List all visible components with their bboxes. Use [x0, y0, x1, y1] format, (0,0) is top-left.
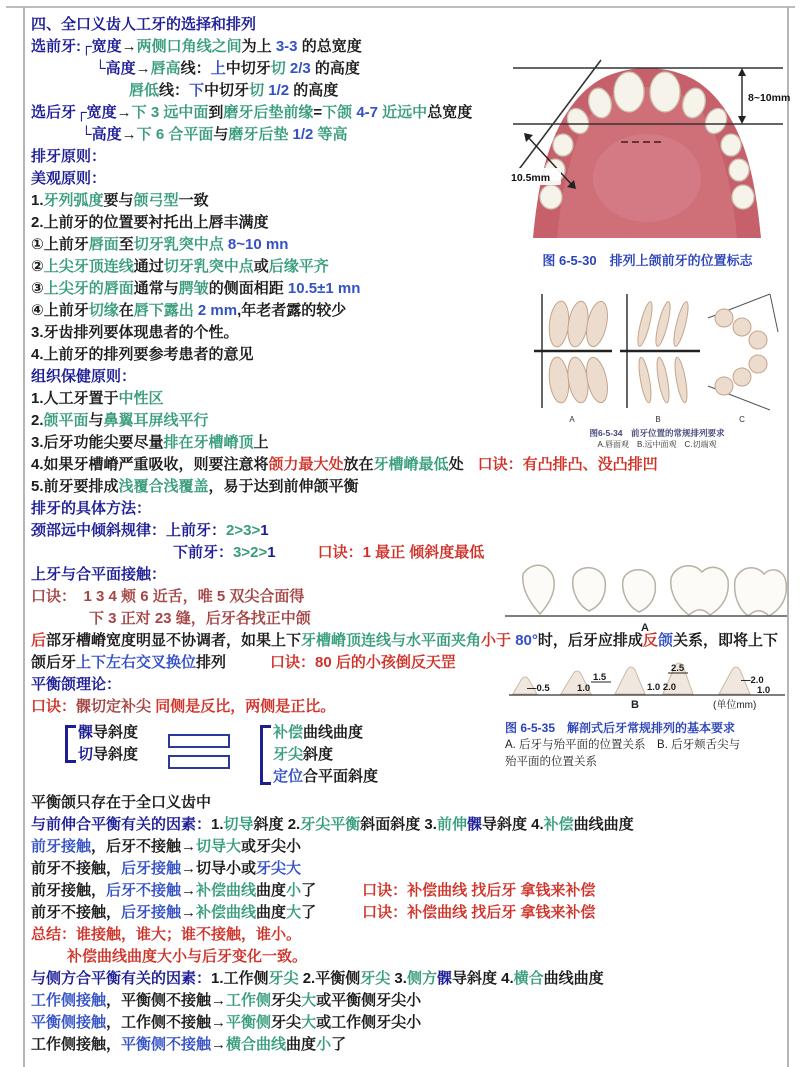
text-segment: 4.上前牙的排列要参考患者的意见 — [31, 346, 254, 363]
text-segment: 10.5±1 mn — [287, 280, 361, 297]
text-segment: 2.上前牙的位置要衬托出上唇丰满度 — [31, 214, 269, 231]
text-segment: 中切牙 — [204, 82, 250, 99]
text-segment: 的总宽度 — [297, 38, 362, 55]
text-segment: 的侧面相距 — [208, 280, 288, 297]
text-segment: 3. — [390, 970, 407, 987]
text-segment: →切导小或 — [181, 860, 257, 877]
text-segment: 平衡颌只存在于全口义齿中 — [31, 794, 212, 811]
posterior-teeth-illustration — [493, 556, 793, 634]
panel-label-a: A — [641, 622, 649, 634]
text-segment: 前牙接触， — [31, 882, 107, 899]
text-segment: 2/3 — [285, 60, 315, 77]
text-segment: 前牙不接触， — [31, 904, 122, 921]
equals-bar-bottom — [168, 755, 230, 769]
text-segment: 曲线曲度 — [303, 724, 364, 741]
text-segment: 后缘平齐 — [268, 258, 329, 275]
text-segment: 补偿曲线 — [196, 904, 257, 921]
text-segment: 牙槽嵴最低 — [373, 456, 449, 473]
text-segment: 1/2 — [292, 126, 314, 143]
text-segment: 1 — [260, 522, 269, 539]
notes-block-b — [31, 792, 783, 1056]
text-segment: 口诀： 1 3 4 颊 6 近舌，唯 5 双尖合面得 — [31, 588, 305, 605]
text-segment: ,年老者露的较少 — [237, 302, 347, 319]
text-segment: 前牙不接触， — [31, 860, 122, 877]
text-segment: 4.如果牙槽嵴严重吸收，则要注意将 — [31, 456, 269, 473]
cusp-value: 1.0 — [577, 683, 591, 694]
text-segment: 切 — [78, 746, 94, 763]
text-segment: 与 — [88, 412, 104, 429]
text-segment: 切导大 — [196, 838, 242, 855]
text-line — [31, 792, 783, 814]
text-segment: 排在牙槽嵴顶 — [163, 434, 254, 451]
text-line — [31, 902, 783, 924]
panel-label-a: A — [569, 415, 575, 424]
text-segment: → — [121, 126, 137, 143]
text-segment: ② — [31, 258, 44, 275]
text-segment: 腭皱 — [178, 280, 209, 297]
text-segment: 前牙接触 — [31, 838, 92, 855]
text-segment: 唇下露出 — [133, 302, 198, 319]
text-segment: 宽度 — [86, 104, 117, 121]
text-segment: └ — [81, 126, 92, 143]
figure-caption-6-5-34: 图6-5-34 前牙位置的常规排列要求 — [589, 428, 725, 438]
text-segment: 美观原则： — [31, 170, 107, 187]
text-segment: 2. — [31, 412, 44, 429]
text-line — [31, 36, 783, 58]
cusp-value: 1.0 2.0 — [647, 682, 677, 693]
text-segment: 下 — [189, 82, 205, 99]
text-segment: 牙尖平衡 — [300, 816, 361, 833]
text-segment: 80° — [515, 632, 538, 649]
text-segment: 3.后牙功能尖要尽量 — [31, 434, 164, 451]
text-segment: 了 — [301, 882, 317, 899]
text-segment: 切导 — [223, 816, 254, 833]
text-segment: → — [121, 38, 137, 55]
panel-label-c: C — [739, 415, 745, 424]
text-segment: 口诀：80 后的小孩倒反天罡 — [270, 654, 456, 671]
text-segment: 定位 — [273, 768, 304, 785]
text-segment: 排牙原则： — [31, 148, 107, 165]
text-segment: 放在 — [343, 456, 374, 473]
text-segment: 上 — [210, 60, 226, 77]
figure-posterior-teeth-row — [493, 556, 793, 639]
text-segment: 牙槽嵴顶连线与水平面夹角 — [301, 632, 482, 649]
text-segment: 唇低 — [129, 82, 160, 99]
text-segment: 补偿 — [273, 724, 304, 741]
text-segment: 高度 — [105, 60, 136, 77]
text-segment: 排牙的具体方法： — [31, 500, 152, 517]
text-segment: 1. — [31, 192, 44, 209]
text-segment: 颌弓型 — [133, 192, 179, 209]
text-segment: 或工作侧牙尖小 — [316, 1014, 422, 1031]
text-segment: → — [116, 104, 132, 121]
text-segment: 大 — [301, 992, 317, 1009]
text-segment: 平衡侧不接触 — [121, 1036, 212, 1053]
text-segment: 到 — [208, 104, 224, 121]
text-segment: 部牙槽嵴宽度明显不协调者，如果上下 — [46, 632, 302, 649]
text-segment: 补偿曲线 — [196, 882, 257, 899]
text-segment: 斜度 — [303, 746, 334, 763]
palate-illustration — [505, 56, 790, 240]
text-segment: ，工作侧不接触→ — [106, 1014, 227, 1031]
text-segment: 髁 — [78, 724, 94, 741]
text-segment: ①上前牙 — [31, 236, 89, 253]
text-segment: 通常与 — [133, 280, 179, 297]
text-segment: 上 — [253, 434, 269, 451]
text-segment: 了 — [301, 904, 317, 921]
text-segment: 1.人工牙置于 — [31, 390, 119, 407]
text-segment: 导斜度 — [93, 746, 139, 763]
figure-caption-6-5-30: 图 6-5-30 排列上颌前牙的位置标志 — [542, 253, 753, 268]
text-segment: 后牙不接触 — [106, 882, 182, 899]
text-segment: 1/2 — [264, 82, 294, 99]
text-line — [273, 766, 378, 788]
text-segment: 曲度 — [256, 904, 287, 921]
text-segment: 1 — [267, 544, 276, 561]
text-segment: 排列 — [196, 654, 227, 671]
text-segment: 磨牙后垫 — [228, 126, 293, 143]
text-segment: ④上前牙 — [31, 302, 89, 319]
text-line — [273, 744, 378, 766]
text-segment: 1.工作侧 — [211, 970, 269, 987]
text-segment: 曲线曲度 — [573, 816, 634, 833]
text-segment: 颌 — [657, 632, 673, 649]
cusp-value: 2.5 — [671, 663, 685, 674]
figure-6-5-30 — [505, 56, 790, 269]
text-segment: → — [181, 904, 197, 921]
figure-caption-6-5-35: 图 6-5-35 解剖式后牙常规排列的基本要求 — [505, 721, 736, 735]
text-segment: 处 — [448, 456, 464, 473]
anterior-arrangement-illustration — [532, 288, 782, 450]
text-segment: 横合曲线 — [226, 1036, 287, 1053]
text-segment: 大 — [301, 1014, 317, 1031]
text-segment: 了 — [331, 1036, 347, 1053]
text-segment: 髁切定补尖 — [76, 698, 152, 715]
text-segment: ，后牙不接触→ — [91, 838, 197, 855]
cusp-value: 1.5 — [593, 672, 607, 683]
text-segment: 后牙接触 — [121, 904, 182, 921]
text-segment: 4-7 — [356, 104, 379, 121]
text-line — [31, 814, 783, 836]
text-segment: 口诀： — [31, 698, 77, 715]
text-segment: 牙列弧度 — [43, 192, 104, 209]
text-segment: 关系，即将上下颌后牙 — [31, 632, 778, 671]
text-segment: 高度 — [91, 126, 122, 143]
text-segment: 的高度 — [314, 60, 360, 77]
text-segment: 口诀：补偿曲线 找后牙 拿钱来补偿 — [362, 904, 596, 921]
dimension-label-10-5mm: 10.5mm — [511, 172, 551, 184]
text-segment: 切牙乳突中点 — [163, 258, 254, 275]
text-segment: 与前伸合平衡有关的因素： — [31, 816, 212, 833]
text-segment: 在 — [118, 302, 134, 319]
equals-symbol — [168, 734, 230, 769]
text-segment: 口诀：1 最正 倾斜度最低 — [317, 544, 485, 561]
text-segment: 2 mm — [197, 302, 238, 319]
text-segment: 同侧是反比，两侧是正比。 — [151, 698, 336, 715]
text-segment: 牙尖 — [268, 970, 299, 987]
text-segment: 曲度 — [286, 1036, 317, 1053]
diagram-right-bracket — [260, 722, 378, 788]
text-segment: └ — [95, 60, 106, 77]
section-title — [31, 14, 783, 36]
text-segment: 中切牙 — [225, 60, 271, 77]
figure-subcaption-line2: 殆平面的位置关系 — [505, 756, 597, 768]
text-segment: 浅覆合浅覆盖 — [118, 478, 209, 495]
text-segment: 小 — [286, 882, 302, 899]
text-line — [31, 990, 783, 1012]
text-segment: 小于 — [481, 632, 516, 649]
text-segment: 组织保健原则： — [31, 368, 137, 385]
text-segment: 总宽度 — [427, 104, 473, 121]
text-segment: 髁 — [436, 970, 452, 987]
text-segment: 导斜度 4. — [451, 970, 514, 987]
text-segment: 上牙与合平面接触： — [31, 566, 167, 583]
text-line — [31, 498, 783, 520]
text-segment: 切 — [249, 82, 265, 99]
text-segment: 总结：谁接触，谁大；谁不接触，谁小。 — [31, 926, 302, 943]
text-segment: 上尖牙的唇面 — [43, 280, 134, 297]
text-segment: 曲线曲度 — [543, 970, 604, 987]
page-border-top — [6, 6, 795, 8]
text-segment: 髁 — [466, 816, 482, 833]
text-segment: 颌力最大处 — [268, 456, 344, 473]
text-segment: → — [211, 1036, 227, 1053]
text-segment: 颈部远中倾斜规律： — [31, 522, 167, 539]
text-segment: 曲度 — [256, 882, 287, 899]
text-segment: 颌平面 — [43, 412, 89, 429]
text-segment: 选后牙 — [31, 104, 77, 121]
unit-label: (单位mm) — [713, 700, 757, 710]
text-segment: 平衡颌理论： — [31, 676, 122, 693]
text-segment: 选前牙: — [31, 38, 81, 55]
figure-subcaption-line1: A. 后牙与殆平面的位置关系 B. 后牙颊舌尖与 — [505, 739, 741, 751]
text-segment: 宽度 — [91, 38, 122, 55]
text-segment: 下前牙： — [173, 544, 234, 561]
cusp-value: 1.0 — [757, 685, 771, 696]
text-segment: 反 — [642, 632, 658, 649]
text-segment: 斜面斜度 3. — [360, 816, 437, 833]
text-segment: → — [135, 60, 151, 77]
text-segment: 至 — [118, 236, 134, 253]
text-line — [31, 520, 783, 542]
text-segment: 大 — [286, 904, 302, 921]
text-segment: 2>3> — [226, 522, 261, 539]
text-segment: ┌ — [81, 38, 92, 55]
equals-bar-top — [168, 734, 230, 748]
text-segment: 补偿曲线曲度大小与后牙变化一致。 — [67, 948, 308, 965]
cusp-value: —2.0 — [741, 675, 764, 686]
text-segment: 5.前牙要排成 — [31, 478, 119, 495]
text-line — [31, 476, 783, 498]
page-border-left — [23, 6, 25, 1067]
text-line — [67, 946, 783, 968]
text-segment: 3-3 — [275, 38, 298, 55]
text-segment: 上尖牙顶连线 — [43, 258, 134, 275]
text-segment: 上下左右交叉换位 — [76, 654, 197, 671]
text-segment: 补偿 — [543, 816, 574, 833]
text-segment: 合平面斜度 — [303, 768, 379, 785]
text-segment: = — [313, 104, 323, 121]
text-segment: 后牙接触 — [121, 860, 182, 877]
text-segment: 与侧方合平衡有关的因素： — [31, 970, 212, 987]
text-segment: 前伸 — [436, 816, 467, 833]
text-segment: ，平衡侧不接触→ — [106, 992, 227, 1009]
text-line — [78, 722, 138, 744]
panel-label-b: B — [631, 699, 639, 710]
text-line — [31, 924, 783, 946]
text-segment: 牙尖大 — [256, 860, 302, 877]
text-segment: 下 6 合平面 — [136, 126, 214, 143]
text-segment: 切 — [270, 60, 286, 77]
text-segment: 或 — [253, 258, 269, 275]
text-segment: 中性区 — [118, 390, 164, 407]
text-segment: 导斜度 — [93, 724, 139, 741]
text-segment: 切缘 — [88, 302, 119, 319]
text-segment: 工作侧接触 — [31, 992, 107, 1009]
text-segment: 牙尖 — [273, 746, 304, 763]
text-segment: 导斜度 4. — [481, 816, 544, 833]
text-segment: 或牙尖小 — [241, 838, 302, 855]
text-line — [31, 968, 783, 990]
text-line — [31, 1012, 783, 1034]
text-segment: 平衡侧接触 — [31, 1014, 107, 1031]
text-line — [78, 744, 138, 766]
text-segment: 后 — [31, 632, 47, 649]
panel-label-b: B — [655, 415, 661, 424]
text-segment: 牙尖 — [271, 992, 302, 1009]
text-segment: → — [181, 882, 197, 899]
text-segment: ┌ — [76, 104, 87, 121]
text-segment: 下颌 — [322, 104, 357, 121]
text-segment: 为上 — [241, 38, 276, 55]
text-segment: 上前牙： — [166, 522, 227, 539]
text-line — [31, 454, 783, 476]
cusp-value: —0.5 — [527, 683, 550, 694]
text-segment: 近远中 — [378, 104, 428, 121]
text-segment: ③ — [31, 280, 44, 297]
text-segment: 工作侧接触， — [31, 1036, 122, 1053]
cusp-height-illustration — [505, 640, 790, 710]
text-segment: 3>2> — [233, 544, 268, 561]
text-segment: 的高度 — [293, 82, 339, 99]
figure-subcaption-6-5-34: A.唇面观 B.远中面观 C.切端观 — [597, 440, 717, 449]
dimension-label-8-10mm: 8~10mm — [748, 92, 790, 104]
text-segment: 磨牙后垫前缘 — [223, 104, 314, 121]
text-segment: ，易于达到前伸颌平衡 — [208, 478, 359, 495]
text-line — [31, 880, 783, 902]
text-line — [31, 1034, 783, 1056]
text-segment: 等高 — [313, 126, 348, 143]
text-segment: 两侧口角线之间 — [136, 38, 242, 55]
text-segment: 与 — [213, 126, 229, 143]
text-segment: 下 3 远中面 — [131, 104, 209, 121]
text-segment: 要与 — [103, 192, 134, 209]
text-segment: 四、全口义齿人工牙的选择和排列 — [31, 16, 257, 33]
text-segment: 通过 — [133, 258, 164, 275]
text-segment: 线： — [159, 82, 190, 99]
text-line — [31, 858, 783, 880]
text-segment: 平衡侧 — [226, 1014, 272, 1031]
text-segment: 3.牙齿排列要体现患者的个性。 — [31, 324, 239, 341]
figure-6-5-35 — [505, 640, 790, 770]
text-segment: 牙尖 — [360, 970, 391, 987]
text-segment: 口诀：补偿曲线 找后牙 拿钱来补偿 — [362, 882, 596, 899]
text-segment: 线： — [180, 60, 211, 77]
text-segment: 一致 — [178, 192, 209, 209]
text-segment: 2.平衡侧 — [298, 970, 361, 987]
figure-6-5-34 — [532, 288, 782, 455]
text-segment: 牙尖 — [271, 1014, 302, 1031]
text-segment: 唇面 — [88, 236, 119, 253]
text-line — [273, 722, 378, 744]
text-segment: 侧方 — [406, 970, 437, 987]
text-segment: 唇高 — [150, 60, 181, 77]
text-segment: 下 3 正对 23 缝，后牙各找正中颌 — [89, 610, 311, 627]
diagram-left-bracket — [65, 722, 138, 766]
text-segment: 8~10 mn — [227, 236, 289, 253]
text-segment: 横合 — [513, 970, 544, 987]
text-segment: 鼻翼耳屏线平行 — [103, 412, 209, 429]
text-segment: 工作侧 — [226, 992, 272, 1009]
text-segment: 切牙乳突中点 — [133, 236, 228, 253]
text-segment: 1. — [211, 816, 224, 833]
text-segment: 口诀：有凸排凸、没凸排凹 — [477, 456, 658, 473]
text-segment: 斜度 2. — [253, 816, 301, 833]
text-segment: 或平衡侧牙尖小 — [316, 992, 422, 1009]
text-segment: 时，后牙应排成 — [537, 632, 643, 649]
text-line — [31, 836, 783, 858]
text-segment: 小 — [316, 1036, 332, 1053]
